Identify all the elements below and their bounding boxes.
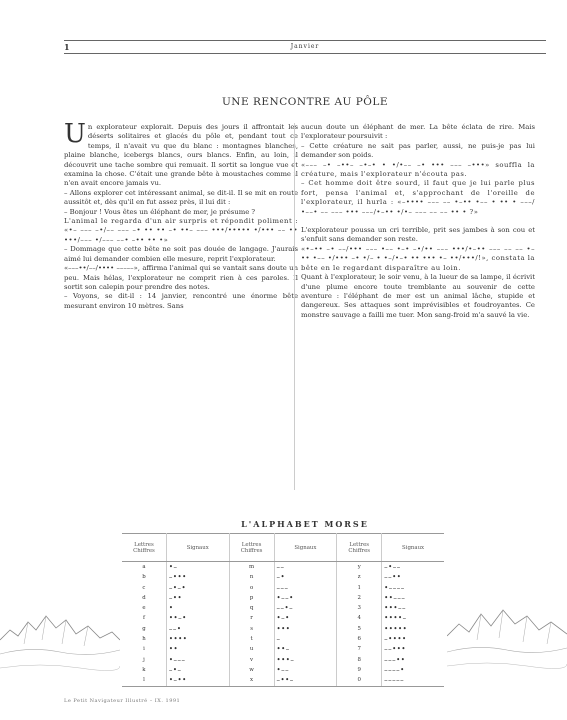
page-header [64,40,546,54]
morse-character: a [122,562,166,573]
morse-character: t [229,634,274,644]
morse-signal: –•–– [384,563,401,571]
paragraph: Quant à l'explorateur, le soir venu, à la lueur de sa lampe, il écrivit d'une plume encore toute tremblante au souvenir de cette aventure : l'éléphant de mer est un animal lâche, stupide et dangereux. Ses attaques sont imprévisibles et foudroyantes. Ce monstre sauvage a failli me tuer. Mon sang-froid m'a sauvé la vie. [301,273,535,319]
morse-character: z [337,572,382,582]
morse-signal: •– [166,562,229,573]
morse-character: k [122,665,166,675]
morse-signal: ––––– [382,675,444,686]
morse-signal: •––– [166,655,229,665]
paragraph: «–––••/––/•••• –––––», affirma l'animal qui se vantait sans doute un peu. Mais hélas, l'explorateur ne comprit rien à ces paroles. Il sortit son calepin pour prendre des notes. [64,264,298,291]
morse-character: g [122,624,166,634]
morse-table-row [122,644,444,654]
header-letters: Lettres Chiffres [229,534,274,562]
morse-signal: –– [274,562,337,573]
morse-character: u [229,644,274,654]
morse-signal: ––– [274,583,337,593]
morse-signal: –•••• [384,635,407,644]
left-column [64,119,298,311]
running-head: Janvier [290,43,320,50]
morse-signal: •• [166,644,229,654]
paragraph: aucun doute un éléphant de mer. La bête éclata de rire. Mais l'explorateur poursuivit : [301,123,535,141]
drop-cap: U [64,119,86,149]
morse-signal: •–•• [166,675,229,686]
morse-character: p [229,593,274,603]
morse-signal: ••–• [166,613,229,623]
header-signals: Signaux [382,534,444,562]
header-signals: Signaux [166,534,229,562]
morse-character: 3 [337,603,382,613]
morse-character: 9 [337,665,382,675]
morse-table-row [122,603,444,613]
morse-character: 7 [337,644,382,654]
morse-table [122,533,444,687]
morse-character: b [122,572,166,582]
morse-character: i [122,644,166,654]
morse-table-row [122,624,444,634]
morse-character: q [229,603,274,613]
morse-character: o [229,583,274,593]
morse-signal: –––•• [384,655,406,664]
paragraph: – Cet homme doit être sourd, il faut que je lui parle plus fort, pensa l'animal et, s'approchant de l'oreille de l'explorateur, il hurla : «–•••• ––– –– •–•• •–– • •• • –––/•––• –– ––– ••• –––/•–•• •/•– ––– –– –– •• • ?» [301,179,535,216]
morse-character: y [337,562,382,573]
morse-table-row [122,675,444,686]
morse-character: e [122,603,166,613]
morse-signal: –••– [274,675,337,686]
morse-table-row [122,572,444,582]
paragraph: «•–•• –• ––/••• ––– •–– •–• –•/•• ––– •••/•–•• ––– –– –– •–•• •–– •/••• –• •/– • •–/•–• •• ••• •– ••/•••/!», constata la bête en le regardant disparaître au loin. [301,244,535,272]
morse-table-row [122,593,444,603]
paragraph: «––– –• –••– –•–• • •/•–– –• ••• ––– –•••» souffla la créature, mais l'explorateur n'écouta pas. [301,160,535,179]
paragraph: – Dommage que cette bête ne soit pas douée de langage. J'aurais aimé lui demander combien elle mesure, reprit l'explorateur. [64,245,298,263]
morse-signal: ••––– [384,593,406,602]
morse-table-row [122,665,444,675]
header-letters: Lettres Chiffres [337,534,382,562]
morse-character: s [229,624,274,634]
paragraph: n explorateur explorait. Depuis des jours il affrontait les déserts solitaires et glacés du pôle et, pendant tout ce temps, il n'avait vu que du blanc : montagnes blanches, plaine blanche, icebergs blancs, ours blancs. Enfin, au loin, il découvrit une tache sombre qui remuait. Il sortit sa longue vue et examina la chose. C'était une grande bête à moustaches comme il n'en avait encore jamais vu. [64,123,298,188]
morse-table-row [122,655,444,665]
morse-character: n [229,572,274,582]
paragraph-gap [301,217,535,226]
article-title: UNE RENCONTRE AU PÔLE [221,96,389,108]
morse-character: 6 [337,634,382,644]
morse-character: c [122,583,166,593]
morse-table-body [122,562,444,687]
paragraph: – Allons explorer cet intéressant animal, se dit-il. Il se mit en route aussitôt et, dès qu'il en fut assez près, il lui dit : [64,188,298,207]
morse-table-row [122,583,444,593]
morse-signal: ––• [166,624,229,634]
morse-signal: •••–– [384,604,407,613]
morse-character: 1 [337,583,382,593]
paragraph: L'explorateur poussa un cri terrible, prit ses jambes à son cou et s'enfuit sans demander son reste. [301,226,535,244]
morse-signal: ••– [274,644,337,654]
header-letters: Lettres Chiffres [122,534,166,562]
morse-signal: ••••• [384,624,408,633]
morse-signal: –•–• [166,583,229,593]
morse-table-row [122,613,444,623]
morse-signal: •••– [274,655,337,665]
morse-character: r [229,613,274,623]
page-number: 1 [64,42,70,52]
morse-table-row [122,562,444,573]
morse-character: m [229,562,274,573]
morse-character: j [122,655,166,665]
column-rule [294,123,295,490]
morse-signal: •–– [274,665,337,675]
morse-signal: –••• [166,572,229,582]
morse-character: x [229,675,274,686]
morse-signal: ––––• [384,665,405,674]
morse-signal: –•– [166,665,229,675]
morse-character: l [122,675,166,686]
left-mountain-illustration [0,580,120,690]
page-footer: Le Petit Navigateur Illustré – IX. 1991 [64,698,181,704]
morse-character: 8 [337,655,382,665]
morse-signal: ––••• [384,645,407,654]
morse-signal: – [274,634,337,644]
header-signals: Signaux [274,534,337,562]
morse-signal: •––• [274,593,337,603]
paragraph: – Cette créature ne sait pas parler, aussi, ne puis-je pas lui demander son poids. [301,141,535,160]
morse-table-row [122,634,444,644]
morse-signal: ––•• [384,573,402,582]
right-mountain-illustration [447,580,567,690]
morse-character: 0 [337,675,382,686]
morse-signal: ••••– [384,614,407,623]
morse-character: d [122,593,166,603]
morse-character: h [122,634,166,644]
morse-signal: •–––– [384,583,405,592]
morse-character: w [229,665,274,675]
morse-signal: ••• [274,624,337,634]
right-column [301,123,535,320]
paragraph: – Voyons, se dit-il : 14 janvier, rencontré une énorme bête mesurant environ 10 mètres. Sans [64,292,298,310]
morse-character: v [229,655,274,665]
morse-table-header-row [122,534,444,562]
morse-character: 2 [337,593,382,603]
paragraph: L'animal le regarda d'un air surpris et répondit poliment : «•– ––– –•/–– ––– –• •• •• –• ••– ––– •••/••••• •/••• –– •• •••/––– •/––– ––• –•• •• •» [64,217,298,244]
morse-character: f [122,613,166,623]
morse-signal: ––•– [274,603,337,613]
morse-table-title: L'ALPHABET MORSE [241,519,369,529]
paragraph: – Bonjour ! Vous êtes un éléphant de mer, je présume ? [64,207,256,216]
morse-signal: –• [274,572,337,582]
morse-character: 4 [337,613,382,623]
morse-signal: • [166,603,229,613]
morse-signal: –•• [166,593,229,603]
morse-character: 5 [337,624,382,634]
morse-signal: •–• [274,613,337,623]
morse-signal: •••• [166,634,229,644]
